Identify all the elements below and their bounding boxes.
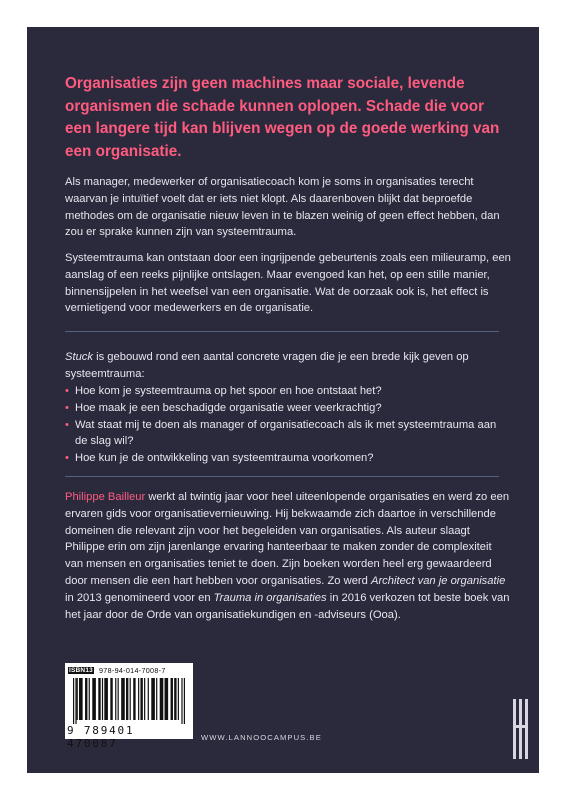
list-item	[65, 417, 505, 451]
barcode-bar	[79, 678, 83, 720]
ean-number: 9 789401 470087	[67, 724, 135, 750]
questions-list	[65, 383, 505, 467]
paragraph-2: Systeemtrauma kan ontstaan door een ingrijpende gebeurtenis zoals een milieuramp, een aanslag of een reeks pijnlijke ontslagen. Maar evengoed kan het, op een stille manier, binnensijpelen in het weefsel van een organisatie. Wat de oorzaak ook is, het effect is vernietigend voor medewerkers en de organisatie.	[65, 252, 511, 315]
barcode-bar	[121, 678, 125, 720]
barcode-bar	[144, 678, 145, 720]
barcode-bar	[140, 678, 142, 720]
list-item	[65, 383, 505, 400]
barcode-bar	[118, 678, 119, 720]
question-text: Hoe kom je systeemtrauma op het spoor en hoe ontstaat het?	[75, 385, 382, 397]
barcode-bar	[102, 678, 103, 720]
barcode-bar	[92, 678, 96, 720]
barcode-bar	[174, 678, 176, 720]
barcode-icon	[73, 678, 185, 724]
barcode-bar	[104, 678, 108, 720]
bio-text-2: in 2013 genomineerd voor en	[65, 591, 214, 604]
barcode-bar	[184, 678, 185, 724]
barcode-bar	[171, 678, 173, 720]
barcode-bar	[126, 678, 128, 720]
bio-text-3: in 2016 verkozen tot beste boek van het jaar door de Orde van organisatiekundigen en -adviseurs (Ooa).	[65, 591, 510, 621]
barcode-bar	[130, 678, 131, 720]
isbn-label: ISBN13	[69, 667, 93, 674]
bullet-icon: •	[65, 401, 69, 414]
question-text: Hoe maak je een beschadigde organisatie weer veerkrachtig?	[75, 401, 382, 414]
author-bio	[65, 489, 511, 623]
isbn-number: 978-94-014-7008-7	[99, 666, 166, 675]
barcode-label	[65, 663, 193, 750]
barcode-bar	[138, 678, 139, 720]
book-title-stuck: Stuck	[65, 351, 93, 363]
barcode-bar	[165, 678, 169, 720]
back-cover	[27, 27, 539, 773]
bio-text-1: werkt al twintig jaar voor heel uiteenlopende organisaties en werd zo een ervaren gids voor organisatievernieuwing. Hij bekwaamde zich daartoe in verschillende domeinen die relevant zijn voor het begeleiden van organisaties. Als auteur slaagt Philippe erin om zijn jarenlange ervaring hanteerbaar te maken zonder de complexiteit van mensen en organisaties teniet te doen. Zijn boeken worden heel erg gewaardeerd door mensen die een hart hebben voor organisaties. Zo werd	[65, 491, 510, 587]
questions-intro-text: is gebouwd rond een aantal concrete vragen die je een brede kijk geven op systeemtrauma:	[65, 351, 469, 380]
list-item	[65, 400, 505, 417]
lead-statement: Organisaties zijn geen machines maar sociale, levende organismen die schade kunnen oplopen. Schade die voor een langere tijd kan blijven wegen op de goede werking van een organisatie.	[65, 75, 500, 160]
book-title-architect: Architect van je organisatie	[370, 574, 506, 587]
question-text: Wat staat mij te doen als manager of organisatiecoach als ik met systeemtrauma aan de slag wil?	[75, 418, 497, 448]
barcode-bar	[151, 678, 155, 720]
bullet-icon: •	[65, 418, 69, 431]
barcode-bar	[110, 678, 112, 720]
divider-top	[65, 331, 499, 332]
barcode-bar	[115, 678, 116, 720]
barcode-bar	[85, 678, 87, 720]
publisher-website: WWW.LANNOOCAMPUS.BE	[201, 733, 322, 742]
paragraph-1: Als manager, medewerker of organisatiecoach kom je soms in organisaties terecht waarvan je intuïtief voelt dat er iets niet klopt. Als daarenboven blijkt dat beproefde methodes om de organisatie nieuw leven in te blazen weinig of geen effect hebben, dan zou er sprake kunnen zijn van systeemtrauma.	[65, 176, 500, 239]
barcode-bar	[148, 678, 149, 720]
book-title-trauma: Trauma in organisaties	[213, 591, 327, 604]
publisher-logo-icon	[511, 695, 531, 763]
barcode-bar	[73, 678, 74, 724]
barcode-bar	[77, 678, 78, 720]
bullet-icon: •	[65, 452, 69, 465]
barcode-bar	[89, 678, 90, 720]
barcode-bar	[98, 678, 100, 720]
bullet-icon: •	[65, 385, 69, 397]
barcode-bar	[75, 678, 76, 724]
barcode-bar	[178, 678, 179, 720]
question-text: Hoe kun je de ontwikkeling van systeemtrauma voorkomen?	[75, 452, 374, 465]
divider-bottom	[65, 476, 499, 477]
barcode-bar	[156, 678, 157, 720]
barcode-bar	[160, 678, 164, 720]
author-name: Philippe Bailleur	[65, 491, 146, 503]
barcode-bar	[133, 678, 135, 720]
list-item	[65, 450, 505, 467]
barcode-bar	[181, 678, 182, 724]
questions-intro	[65, 349, 515, 383]
